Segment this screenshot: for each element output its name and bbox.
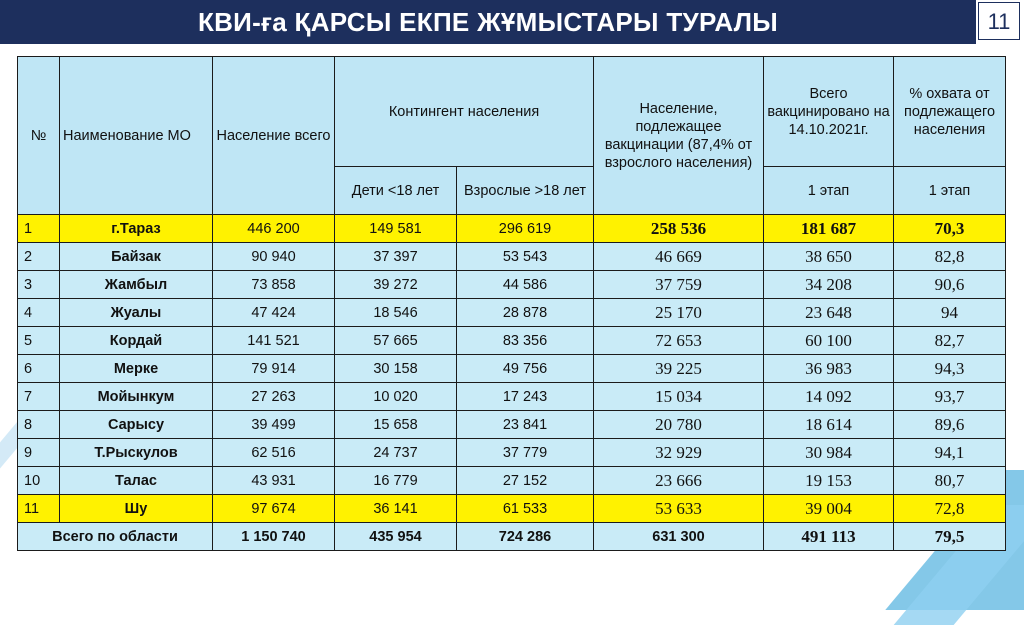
row-adults: 49 756	[457, 355, 594, 383]
header-to-vaccinate: Население, подлежащее вакцинации (87,4% от взрослого населения)	[594, 57, 764, 215]
header-stage-vaccinated: 1 этап	[764, 167, 894, 215]
row-total: 141 521	[213, 327, 335, 355]
row-total: 97 674	[213, 495, 335, 523]
row-adults: 61 533	[457, 495, 594, 523]
row-adults: 53 543	[457, 243, 594, 271]
row-name: Жуалы	[60, 299, 213, 327]
row-children: 36 141	[335, 495, 457, 523]
row-num: 1	[18, 215, 60, 243]
row-vaccinated: 30 984	[764, 439, 894, 467]
row-to-vaccinate: 39 225	[594, 355, 764, 383]
row-vaccinated: 39 004	[764, 495, 894, 523]
row-num: 2	[18, 243, 60, 271]
row-children: 15 658	[335, 411, 457, 439]
row-coverage: 82,8	[894, 243, 1006, 271]
row-num: 10	[18, 467, 60, 495]
row-name: Талас	[60, 467, 213, 495]
row-coverage: 70,3	[894, 215, 1006, 243]
row-name: Шу	[60, 495, 213, 523]
header-mo: Наименование МО	[60, 57, 213, 215]
row-coverage: 72,8	[894, 495, 1006, 523]
row-vaccinated: 19 153	[764, 467, 894, 495]
row-vaccinated: 18 614	[764, 411, 894, 439]
row-vaccinated: 181 687	[764, 215, 894, 243]
header-bar	[0, 0, 976, 44]
row-to-vaccinate: 20 780	[594, 411, 764, 439]
row-total: 39 499	[213, 411, 335, 439]
row-name: г.Тараз	[60, 215, 213, 243]
row-num: 5	[18, 327, 60, 355]
row-num: 8	[18, 411, 60, 439]
table-row	[18, 243, 1006, 271]
table-row	[18, 299, 1006, 327]
row-adults: 44 586	[457, 271, 594, 299]
total-adults: 724 286	[457, 523, 594, 551]
header-stage-coverage: 1 этап	[894, 167, 1006, 215]
table-row	[18, 271, 1006, 299]
page-title: КВИ-ға ҚАРСЫ ЕКПЕ ЖҰМЫСТАРЫ ТУРАЛЫ	[197, 7, 779, 37]
row-adults: 83 356	[457, 327, 594, 355]
row-total: 79 914	[213, 355, 335, 383]
row-to-vaccinate: 258 536	[594, 215, 764, 243]
header-num: №	[18, 57, 60, 215]
row-adults: 23 841	[457, 411, 594, 439]
row-total: 90 940	[213, 243, 335, 271]
row-name: Т.Рыскулов	[60, 439, 213, 467]
row-children: 39 272	[335, 271, 457, 299]
row-num: 11	[18, 495, 60, 523]
row-coverage: 94,1	[894, 439, 1006, 467]
row-to-vaccinate: 15 034	[594, 383, 764, 411]
row-to-vaccinate: 25 170	[594, 299, 764, 327]
row-name: Сарысу	[60, 411, 213, 439]
row-children: 10 020	[335, 383, 457, 411]
header-contingent: Контингент населения	[335, 57, 594, 167]
row-total: 27 263	[213, 383, 335, 411]
row-total: 43 931	[213, 467, 335, 495]
row-total: 73 858	[213, 271, 335, 299]
row-children: 30 158	[335, 355, 457, 383]
row-vaccinated: 23 648	[764, 299, 894, 327]
table-row	[18, 327, 1006, 355]
row-total: 62 516	[213, 439, 335, 467]
total-coverage: 79,5	[894, 523, 1006, 551]
row-children: 37 397	[335, 243, 457, 271]
row-name: Мерке	[60, 355, 213, 383]
row-name: Мойынкум	[60, 383, 213, 411]
row-vaccinated: 36 983	[764, 355, 894, 383]
table-row	[18, 467, 1006, 495]
row-vaccinated: 38 650	[764, 243, 894, 271]
total-row	[18, 523, 1006, 551]
table-row	[18, 411, 1006, 439]
table-row	[18, 215, 1006, 243]
row-coverage: 80,7	[894, 467, 1006, 495]
row-children: 57 665	[335, 327, 457, 355]
row-name: Байзак	[60, 243, 213, 271]
table-row	[18, 439, 1006, 467]
row-vaccinated: 60 100	[764, 327, 894, 355]
row-to-vaccinate: 23 666	[594, 467, 764, 495]
row-num: 3	[18, 271, 60, 299]
row-coverage: 90,6	[894, 271, 1006, 299]
row-name: Кордай	[60, 327, 213, 355]
vaccination-table	[17, 56, 1006, 551]
row-children: 24 737	[335, 439, 457, 467]
row-total: 446 200	[213, 215, 335, 243]
row-adults: 296 619	[457, 215, 594, 243]
row-children: 16 779	[335, 467, 457, 495]
page-number: 11	[978, 2, 1020, 40]
total-vaccinated: 491 113	[764, 523, 894, 551]
row-to-vaccinate: 46 669	[594, 243, 764, 271]
header-children: Дети <18 лет	[335, 167, 457, 215]
row-adults: 37 779	[457, 439, 594, 467]
header-population-total: Население всего	[213, 57, 335, 215]
row-to-vaccinate: 37 759	[594, 271, 764, 299]
total-to-vaccinate: 631 300	[594, 523, 764, 551]
row-adults: 27 152	[457, 467, 594, 495]
row-to-vaccinate: 32 929	[594, 439, 764, 467]
row-adults: 28 878	[457, 299, 594, 327]
header-adults: Взрослые >18 лет	[457, 167, 594, 215]
row-adults: 17 243	[457, 383, 594, 411]
row-name: Жамбыл	[60, 271, 213, 299]
row-coverage: 94,3	[894, 355, 1006, 383]
row-num: 9	[18, 439, 60, 467]
row-total: 47 424	[213, 299, 335, 327]
row-vaccinated: 34 208	[764, 271, 894, 299]
table-row	[18, 355, 1006, 383]
total-population: 1 150 740	[213, 523, 335, 551]
header-coverage: % охвата от подлежащего населения	[894, 57, 1006, 167]
total-children: 435 954	[335, 523, 457, 551]
row-num: 4	[18, 299, 60, 327]
header-vaccinated: Всего вакцинировано на 14.10.2021г.	[764, 57, 894, 167]
row-to-vaccinate: 53 633	[594, 495, 764, 523]
total-label: Всего по области	[18, 523, 213, 551]
row-num: 7	[18, 383, 60, 411]
row-coverage: 94	[894, 299, 1006, 327]
row-num: 6	[18, 355, 60, 383]
row-to-vaccinate: 72 653	[594, 327, 764, 355]
row-coverage: 82,7	[894, 327, 1006, 355]
row-children: 149 581	[335, 215, 457, 243]
row-children: 18 546	[335, 299, 457, 327]
row-vaccinated: 14 092	[764, 383, 894, 411]
table-row	[18, 383, 1006, 411]
row-coverage: 89,6	[894, 411, 1006, 439]
row-coverage: 93,7	[894, 383, 1006, 411]
table-row	[18, 495, 1006, 523]
